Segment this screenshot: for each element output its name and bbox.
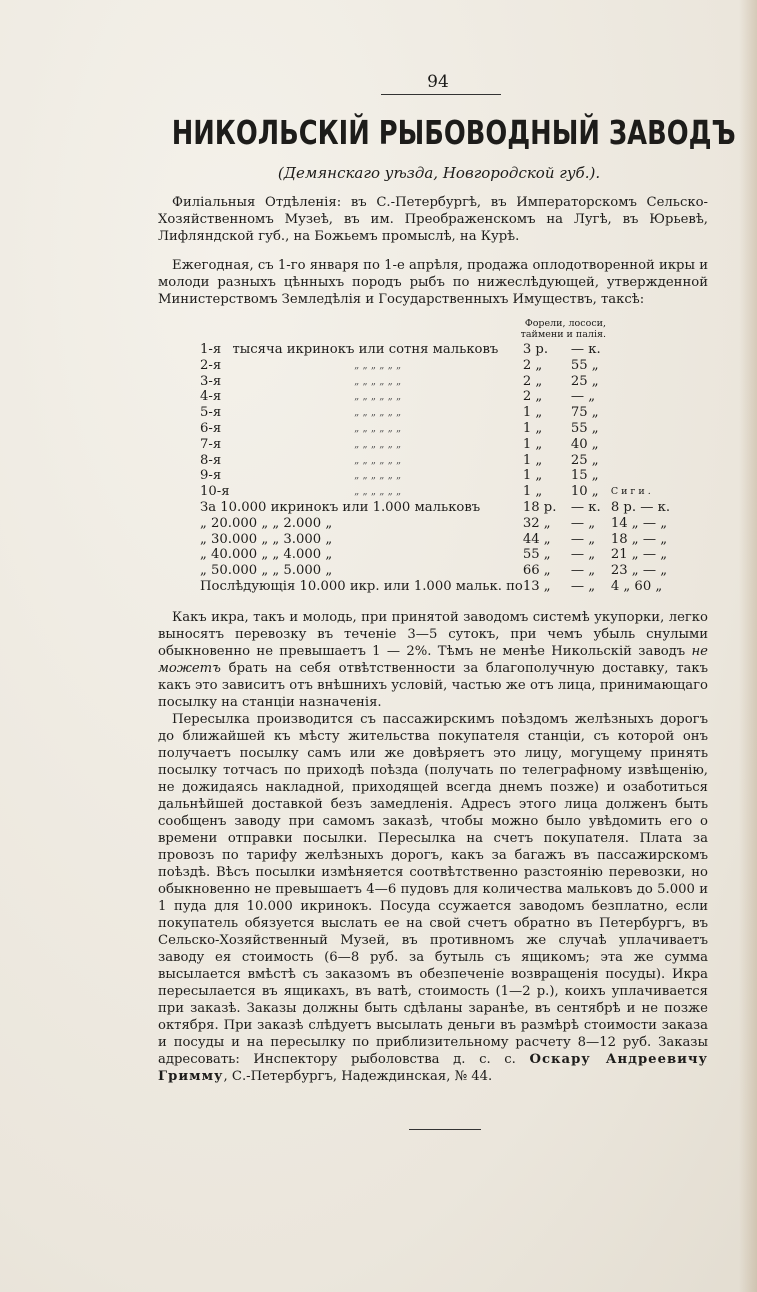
row-label: 3-я	[200, 373, 222, 389]
row-rubles: 1 „	[522, 420, 543, 436]
bottom-rule	[409, 1129, 481, 1130]
row-rubles: 1 „	[522, 468, 543, 484]
row-label: 8-я	[200, 452, 222, 468]
row-description: „ „ „ „ „ „	[354, 438, 402, 450]
row-description: „ „ „ „ „ „	[354, 470, 402, 482]
bulk-row-description: „ 30.000 „ „ 3.000 „	[200, 531, 333, 547]
row-sig-price	[611, 342, 679, 358]
bulk-row-sig-price: 18 „ — „	[610, 531, 668, 547]
transport-text-a: Какъ икра, такъ и молодь, при принятой заводомъ системѣ укупорки, легко выносятъ перевозку въ теченіе 3—5 сутокъ, при чемъ убыль снулыми обыкновенно не превышаетъ 1 — 2%. Тѣмъ не менѣе Никольскій заводъ	[158, 609, 708, 659]
sig-column-header: Сиги.	[610, 486, 654, 498]
bulk-row-kopecks: — „	[570, 563, 596, 579]
page-content	[158, 72, 736, 1130]
bulk-row-rubles: 13 „	[522, 578, 551, 594]
bulk-row-kopecks: — „	[570, 578, 596, 594]
row-kopecks: 55 „	[570, 357, 599, 373]
row-rubles: 1 „	[522, 405, 543, 421]
page-subtitle: (Демянскаго уѣзда, Новгородской губ.).	[277, 164, 601, 182]
table-row	[200, 547, 679, 563]
row-rubles: 2 „	[522, 373, 543, 389]
bulk-row-sig-price: 23 „ — „	[610, 563, 668, 579]
bulk-row-rubles: 66 „	[522, 563, 551, 579]
table-row	[200, 532, 679, 548]
page-number: 94	[427, 72, 449, 92]
bulk-row-sig-price: 4 „ 60 „	[610, 578, 663, 594]
shipping-text-a: Пересылка производится съ пассажирскимъ поѣздомъ желѣзныхъ дорогъ до ближайшей къ мѣсту жительства покупателя станціи, съ которой онъ получаетъ посылку самъ или же довѣряетъ это лицу, могущему принять посылку тотчасъ по приходѣ поѣзда (получать по телеграфному извѣщенію, не дожидаясь накладной, приходящей всегда днемъ позже) и озаботиться дальнѣйшей доставкой безъ замедленія. Адресъ этого лица долженъ быть сообщенъ заводу при самомъ заказѣ, чтобы можно было увѣдомить его о времени отправки посылки. Пересылка на счетъ покупателя. Плата за провозъ по тарифу желѣзныхъ дорогъ, какъ за багажъ въ пассажирскомъ поѣздѣ. Вѣсъ посылки измѣняется соотвѣтственно разстоянію перевозки, но обыкновенно не превышаетъ 4—6 пудовъ для количества мальковъ до 5.000 и 1 пуда для 10.000 икринокъ. Посуда ссужается заводомъ безплатно, если покупатель обязуется выслать ее на свой счетъ обратно въ Петербургъ, въ Сельско-Хозяйственный Музей, въ противномъ же случаѣ уплачиваетъ заводу ея стоимость (6—8 руб. за бутыль съ ящикомъ; эта же сумма высылается вмѣстѣ съ заказомъ въ обезпеченіе возвращенія посуды). Икра пересылается въ ящикахъ, въ ватѣ, стоимость (1—2 р.), коихъ уплачивается при заказѣ. Заказы должны быть сдѣланы заранѣе, въ сентябрѣ и не позже октября. При заказѣ слѣдуетъ высылать деньги въ размѣрѣ стоимости заказа и посуды и на пересылку по приблизительному расчету 8—12 руб. Заказы адресовать: Инспектору рыболовства д. с. с.	[158, 711, 708, 1067]
table-row	[200, 484, 679, 500]
table-row	[200, 437, 679, 453]
row-label: 6-я	[200, 420, 222, 436]
row-description: „ „ „ „ „ „	[354, 375, 402, 387]
intro-paragraph: Ежегодная, съ 1-го января по 1-е апрѣля, продажа оплодотворенной икры и молоди разныхъ цѣнныхъ породъ рыбъ по нижеслѣдующей, утвержденной Министерствомъ Земледѣлія и Государственныхъ Имуществъ, таксѣ:	[158, 258, 708, 307]
row-rubles: 1 „	[522, 452, 543, 468]
row-sig-price	[611, 453, 679, 469]
page-number-rule	[381, 94, 501, 95]
row-kopecks: — „	[570, 389, 596, 405]
row-rubles: 3 р.	[522, 342, 549, 357]
table-row	[200, 342, 679, 358]
bulk-row-description: „ 40.000 „ „ 4.000 „	[200, 547, 333, 563]
price-column-header-line2: таймени и палія.	[520, 329, 606, 340]
page-edge-shadow	[739, 0, 757, 1292]
row-label: 2-я	[200, 357, 222, 373]
row-description: „ „ „ „ „ „	[354, 359, 402, 371]
row-sig-price	[611, 405, 679, 421]
row-kopecks: 40 „	[570, 436, 599, 452]
page-title: НИКОЛЬСКІЙ РЫБОВОДНЫЙ ЗАВОДЪ	[171, 113, 736, 152]
row-sig-price	[611, 468, 679, 484]
row-description: „ „ „ „ „ „	[354, 391, 402, 403]
row-label: 7-я	[200, 436, 222, 452]
bulk-row-kopecks: — „	[570, 547, 596, 563]
shipping-text-b: , С.-Петербургъ, Надеждинская, № 44.	[223, 1068, 493, 1084]
row-kopecks: 55 „	[570, 420, 599, 436]
row-rubles: 1 „	[522, 484, 543, 500]
bulk-row-rubles: 18 р.	[522, 499, 557, 515]
table-row	[200, 374, 679, 390]
bulk-row-description: „ 20.000 „ „ 2.000 „	[200, 515, 333, 531]
table-row	[200, 405, 679, 421]
table-row	[200, 500, 679, 516]
row-kopecks: 25 „	[570, 373, 599, 389]
table-row	[200, 516, 679, 532]
bulk-row-description: „ 50.000 „ „ 5.000 „	[200, 563, 333, 579]
shipping-paragraph	[158, 711, 708, 1085]
row-label: 1-я	[200, 342, 222, 357]
bulk-row-description: За 10.000 икринокъ или 1.000 мальковъ	[200, 499, 481, 515]
bulk-row-description: Послѣдующія 10.000 икр. или 1.000 мальк. по	[200, 578, 523, 594]
bulk-row-kopecks: — к.	[570, 499, 601, 515]
bulk-row-rubles: 55 „	[522, 547, 551, 563]
row-label: 10-я	[200, 484, 230, 500]
bulk-row-sig-price: 21 „ — „	[610, 547, 668, 563]
table-row	[200, 579, 679, 595]
row-kopecks: — к.	[570, 342, 601, 357]
shipping-text-name: Оскару Андреевичу Гримму	[158, 1051, 709, 1084]
bulk-row-sig-price: 8 р. — к.	[610, 499, 671, 515]
row-description: „ „ „ „ „ „	[354, 454, 402, 466]
branches-paragraph: Филіальныя Отдѣленія: въ С.-Петербургѣ, въ Императорскомъ Сельско-Хозяйственномъ Музеѣ, въ им. Преображенскомъ на Лугѣ, въ Юрьевѣ, Лифляндской губ., на Божьемъ промыслѣ, на Курѣ.	[158, 195, 708, 244]
row-rubles: 2 „	[522, 389, 543, 405]
bulk-row-kopecks: — „	[570, 515, 596, 531]
table-row	[200, 563, 679, 579]
price-column-header	[158, 318, 708, 340]
row-kopecks: 75 „	[570, 405, 599, 421]
row-kopecks: 10 „	[570, 484, 599, 500]
row-sig-price	[611, 358, 679, 374]
row-label: 9-я	[200, 468, 222, 484]
transport-text-b: брать на себя отвѣтственности за благополучную доставку, такъ какъ это зависитъ отъ внѣшнихъ условій, частью же отъ лица, принимающаго посылку на станціи назначенія.	[158, 660, 708, 710]
table-row	[200, 468, 679, 484]
transport-paragraph	[158, 609, 708, 711]
table-row	[200, 358, 679, 374]
bulk-row-rubles: 32 „	[522, 515, 551, 531]
row-description: тысяча икринокъ или сотня мальковъ	[232, 342, 499, 357]
row-rubles: 1 „	[522, 436, 543, 452]
table-row	[200, 389, 679, 405]
bulk-row-kopecks: — „	[570, 531, 596, 547]
transport-text-italic: не можетъ	[158, 643, 708, 676]
row-description: „ „ „ „ „ „	[354, 422, 402, 434]
bulk-row-rubles: 44 „	[522, 531, 551, 547]
price-column-header-line1: Форели, лососи,	[524, 318, 606, 329]
row-label: 4-я	[200, 389, 222, 405]
price-table	[200, 342, 679, 595]
row-label: 5-я	[200, 405, 222, 421]
bulk-row-sig-price: 14 „ — „	[610, 515, 668, 531]
row-sig-price	[611, 421, 679, 437]
table-row	[200, 421, 679, 437]
row-sig-price	[611, 389, 679, 405]
row-description: „ „ „ „ „ „	[354, 407, 402, 419]
row-rubles: 2 „	[522, 357, 543, 373]
row-description: „ „ „ „ „ „	[354, 486, 402, 498]
row-sig-price	[611, 437, 679, 453]
table-row	[200, 453, 679, 469]
row-kopecks: 25 „	[570, 452, 599, 468]
row-kopecks: 15 „	[570, 468, 599, 484]
row-sig-price	[611, 374, 679, 390]
